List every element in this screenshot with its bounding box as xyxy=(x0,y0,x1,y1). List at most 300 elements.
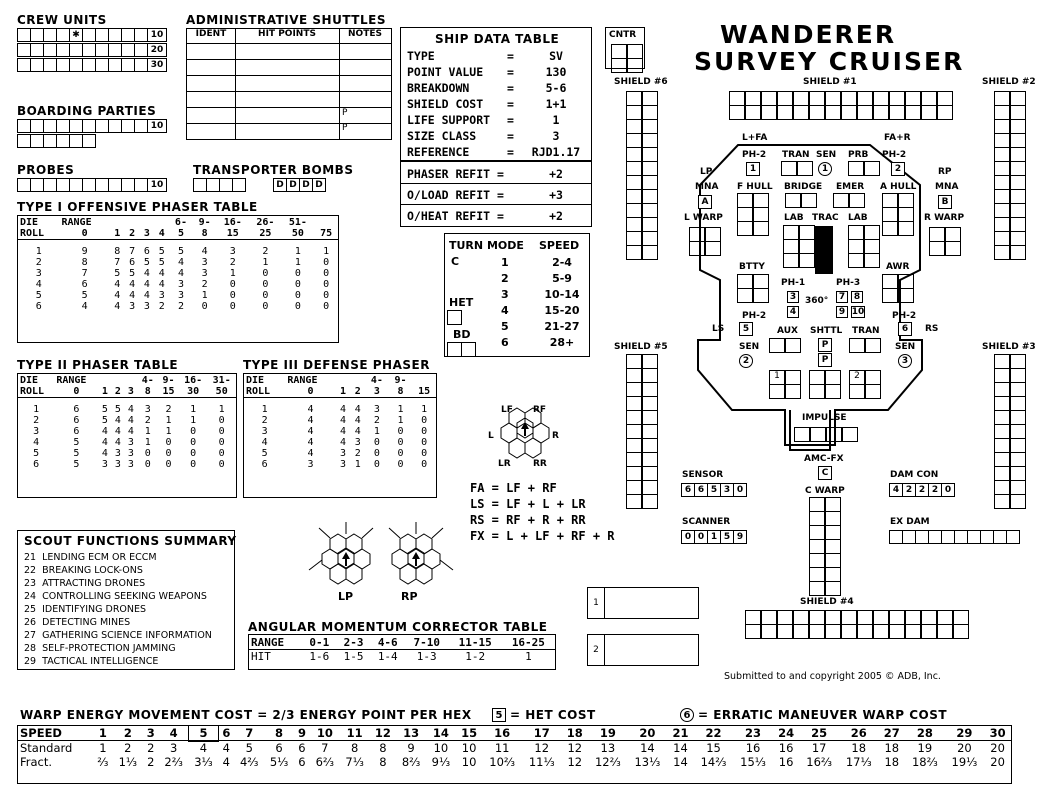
crew-row-cell[interactable] xyxy=(108,28,122,42)
shield4-box[interactable] xyxy=(857,624,873,639)
cwarp-box[interactable] xyxy=(825,497,841,512)
probe-row-cell[interactable]: 10 xyxy=(147,178,167,192)
shield3-box[interactable] xyxy=(1010,466,1026,481)
crew-row-cell[interactable] xyxy=(108,43,122,57)
cwarp-box[interactable] xyxy=(825,539,841,554)
lwarp-box[interactable] xyxy=(705,227,721,242)
shield1-box[interactable] xyxy=(761,105,777,120)
shield6-box[interactable] xyxy=(626,203,642,218)
boarding-row-cell[interactable] xyxy=(17,119,31,133)
shield1-box[interactable] xyxy=(793,91,809,106)
fhull-box[interactable] xyxy=(753,193,769,208)
shield2-box[interactable] xyxy=(994,245,1010,260)
cwarp-box[interactable] xyxy=(809,581,825,596)
shield5-box[interactable] xyxy=(642,438,658,453)
crew-row-cell[interactable] xyxy=(17,43,31,57)
shield1-box[interactable] xyxy=(761,91,777,106)
impulse-box[interactable] xyxy=(794,427,810,442)
btty-box[interactable] xyxy=(737,274,753,289)
shield6-box[interactable] xyxy=(642,119,658,134)
shield6-box[interactable] xyxy=(626,105,642,120)
boarding-row-cell[interactable] xyxy=(134,119,148,133)
boarding-row-cell[interactable] xyxy=(43,134,57,148)
shield1-box[interactable] xyxy=(937,91,953,106)
shield4-box[interactable] xyxy=(905,624,921,639)
bridge-box[interactable] xyxy=(785,193,801,208)
shield4-box[interactable] xyxy=(809,610,825,625)
shield6-box[interactable] xyxy=(626,217,642,232)
lab-right-box[interactable] xyxy=(864,253,880,268)
lab-left-box[interactable] xyxy=(783,225,799,240)
impulse-box[interactable] xyxy=(826,427,842,442)
tbomb-d-row-cell[interactable]: D xyxy=(312,178,326,192)
impulse-box[interactable] xyxy=(842,427,858,442)
shield5-box[interactable] xyxy=(642,494,658,509)
lab-right-box[interactable] xyxy=(848,253,864,268)
lab-right-box[interactable] xyxy=(864,225,880,240)
shield5-box[interactable] xyxy=(626,438,642,453)
shield2-box[interactable] xyxy=(1010,133,1026,148)
probe-row-cell[interactable] xyxy=(121,178,135,192)
shield3-box[interactable] xyxy=(994,354,1010,369)
tbomb-d-row-cell[interactable]: D xyxy=(299,178,313,192)
crew-row-cell[interactable] xyxy=(43,28,57,42)
probe-row-cell[interactable] xyxy=(82,178,96,192)
lwarp-box[interactable] xyxy=(705,241,721,256)
shield3-box[interactable] xyxy=(994,452,1010,467)
tran-lower-box[interactable] xyxy=(849,338,865,353)
fhull-box[interactable] xyxy=(737,207,753,222)
lab-right-box[interactable] xyxy=(864,239,880,254)
crew-row-cell[interactable] xyxy=(95,28,109,42)
cargo-1-box[interactable]: 1 xyxy=(769,370,785,385)
shield1-box[interactable] xyxy=(873,105,889,120)
ahull-box[interactable] xyxy=(898,207,914,222)
shield3-box[interactable] xyxy=(1010,396,1026,411)
probe-row-cell[interactable] xyxy=(56,178,70,192)
shield1-box[interactable] xyxy=(745,91,761,106)
lab-left-box[interactable] xyxy=(783,239,799,254)
cwarp-box[interactable] xyxy=(825,525,841,540)
shield5-box[interactable] xyxy=(626,480,642,495)
lab-right-box[interactable] xyxy=(848,239,864,254)
crew-row-cell[interactable] xyxy=(82,28,96,42)
tran-upper-box[interactable] xyxy=(797,161,813,176)
crew-row-cell[interactable] xyxy=(69,43,83,57)
shield4-box[interactable] xyxy=(809,624,825,639)
shield4-box[interactable] xyxy=(825,624,841,639)
shield6-box[interactable] xyxy=(626,231,642,246)
crew-row-cell[interactable] xyxy=(56,43,70,57)
cargo-2-box[interactable] xyxy=(865,370,881,385)
shield5-box[interactable] xyxy=(642,424,658,439)
shield3-box[interactable] xyxy=(994,438,1010,453)
ahull-box[interactable] xyxy=(882,207,898,222)
cwarp-box[interactable] xyxy=(825,553,841,568)
cargo-mid-box[interactable] xyxy=(825,370,841,385)
boarding-row-cell[interactable] xyxy=(56,134,70,148)
boarding-row-cell[interactable] xyxy=(108,119,122,133)
shield1-box[interactable] xyxy=(857,91,873,106)
shield5-box[interactable] xyxy=(626,382,642,397)
crew-row-cell[interactable] xyxy=(121,58,135,72)
bridge-box[interactable] xyxy=(801,193,817,208)
cargo-mid-box[interactable] xyxy=(825,384,841,399)
cwarp-box[interactable] xyxy=(825,567,841,582)
ahull-box[interactable] xyxy=(898,221,914,236)
shield4-box[interactable] xyxy=(761,610,777,625)
shield2-box[interactable] xyxy=(994,217,1010,232)
shield2-box[interactable] xyxy=(994,161,1010,176)
shield6-box[interactable] xyxy=(626,147,642,162)
shield2-box[interactable] xyxy=(994,189,1010,204)
shield1-box[interactable] xyxy=(729,91,745,106)
cargo-1-box[interactable] xyxy=(769,384,785,399)
shield5-box[interactable] xyxy=(626,452,642,467)
shield5-box[interactable] xyxy=(626,368,642,383)
shield2-box[interactable] xyxy=(1010,161,1026,176)
lab-right-box[interactable] xyxy=(848,225,864,240)
shield2-box[interactable] xyxy=(994,147,1010,162)
crew-row-cell[interactable] xyxy=(56,28,70,42)
tbomb-row-cell[interactable] xyxy=(232,178,246,192)
shield6-box[interactable] xyxy=(642,133,658,148)
boarding-row-cell[interactable] xyxy=(56,119,70,133)
shield6-box[interactable] xyxy=(626,133,642,148)
shield2-box[interactable] xyxy=(994,231,1010,246)
ahull-box[interactable] xyxy=(882,193,898,208)
shield4-box[interactable] xyxy=(953,624,969,639)
shield4-box[interactable] xyxy=(761,624,777,639)
cwarp-box[interactable] xyxy=(809,525,825,540)
cwarp-box[interactable] xyxy=(809,553,825,568)
boarding-row-cell[interactable] xyxy=(82,119,96,133)
prb-box[interactable] xyxy=(864,161,880,176)
shield1-box[interactable] xyxy=(809,105,825,120)
shield6-box[interactable] xyxy=(642,105,658,120)
shield3-box[interactable] xyxy=(1010,480,1026,495)
shield1-box[interactable] xyxy=(777,105,793,120)
shield5-box[interactable] xyxy=(626,354,642,369)
impulse-box[interactable] xyxy=(810,427,826,442)
shield4-box[interactable] xyxy=(889,610,905,625)
shield3-box[interactable] xyxy=(994,424,1010,439)
tbomb-d-row-cell[interactable]: D xyxy=(286,178,300,192)
boarding-row-cell[interactable] xyxy=(17,134,31,148)
cntr-grid-box[interactable] xyxy=(611,58,627,73)
shield4-box[interactable] xyxy=(841,610,857,625)
crew-row-cell[interactable] xyxy=(82,43,96,57)
shield3-box[interactable] xyxy=(994,494,1010,509)
shield6-box[interactable] xyxy=(642,91,658,106)
fhull-box[interactable] xyxy=(737,221,753,236)
shield3-box[interactable] xyxy=(1010,424,1026,439)
ahull-box[interactable] xyxy=(882,221,898,236)
crew-row-cell[interactable] xyxy=(56,58,70,72)
shield6-box[interactable] xyxy=(642,203,658,218)
shield6-box[interactable] xyxy=(626,119,642,134)
shield2-box[interactable] xyxy=(1010,245,1026,260)
shield6-box[interactable] xyxy=(626,175,642,190)
cntr-grid-box[interactable] xyxy=(627,44,643,59)
shield4-box[interactable] xyxy=(921,624,937,639)
shield4-box[interactable] xyxy=(889,624,905,639)
shield1-box[interactable] xyxy=(857,105,873,120)
crew-row-cell[interactable] xyxy=(30,28,44,42)
fhull-box[interactable] xyxy=(737,193,753,208)
shield1-box[interactable] xyxy=(745,105,761,120)
rwarp-box[interactable] xyxy=(929,241,945,256)
shield1-box[interactable] xyxy=(809,91,825,106)
shield4-box[interactable] xyxy=(841,624,857,639)
shield1-box[interactable] xyxy=(889,91,905,106)
cargo-1-box[interactable] xyxy=(785,370,801,385)
shield6-box[interactable] xyxy=(642,161,658,176)
shield5-box[interactable] xyxy=(642,466,658,481)
cntr-grid-box[interactable] xyxy=(611,44,627,59)
cargo-2-box[interactable] xyxy=(849,384,865,399)
shield5-box[interactable] xyxy=(626,410,642,425)
probe-row-cell[interactable] xyxy=(69,178,83,192)
shield6-box[interactable] xyxy=(642,175,658,190)
crew-row-cell[interactable] xyxy=(17,28,31,42)
cargo-1-box[interactable] xyxy=(785,384,801,399)
lab-left-box[interactable] xyxy=(783,253,799,268)
crew-row-cell[interactable] xyxy=(95,58,109,72)
crew-row-cell[interactable] xyxy=(30,58,44,72)
probe-row-cell[interactable] xyxy=(17,178,31,192)
tran-upper-box[interactable] xyxy=(781,161,797,176)
shield2-box[interactable] xyxy=(1010,231,1026,246)
shield5-box[interactable] xyxy=(626,424,642,439)
shield1-box[interactable] xyxy=(921,105,937,120)
shield3-box[interactable] xyxy=(1010,438,1026,453)
tran-lower-box[interactable] xyxy=(865,338,881,353)
shield6-box[interactable] xyxy=(642,147,658,162)
cargo-2-box[interactable]: 2 xyxy=(849,370,865,385)
shield1-box[interactable] xyxy=(793,105,809,120)
shield4-box[interactable] xyxy=(937,624,953,639)
shield2-box[interactable] xyxy=(994,203,1010,218)
btty-box[interactable] xyxy=(737,288,753,303)
shield2-box[interactable] xyxy=(994,133,1010,148)
shield4-box[interactable] xyxy=(857,610,873,625)
btty-box[interactable] xyxy=(753,288,769,303)
shield2-box[interactable] xyxy=(1010,105,1026,120)
tbomb-d-row-cell[interactable]: D xyxy=(273,178,287,192)
ahull-box[interactable] xyxy=(898,193,914,208)
shield4-box[interactable] xyxy=(777,610,793,625)
btty-box[interactable] xyxy=(753,274,769,289)
shield4-box[interactable] xyxy=(953,610,969,625)
shield2-box[interactable] xyxy=(1010,175,1026,190)
shield5-box[interactable] xyxy=(626,466,642,481)
cwarp-box[interactable] xyxy=(825,581,841,596)
probe-row-cell[interactable] xyxy=(30,178,44,192)
crew-row-cell[interactable] xyxy=(121,43,135,57)
emer-box[interactable] xyxy=(833,193,849,208)
shield3-box[interactable] xyxy=(994,396,1010,411)
crew-row-cell[interactable] xyxy=(30,43,44,57)
fhull-box[interactable] xyxy=(753,221,769,236)
boarding-row-cell[interactable] xyxy=(30,119,44,133)
shield6-box[interactable] xyxy=(626,245,642,260)
boarding-row-cell[interactable] xyxy=(69,119,83,133)
shield1-box[interactable] xyxy=(777,91,793,106)
shield2-box[interactable] xyxy=(1010,203,1026,218)
shield3-box[interactable] xyxy=(1010,382,1026,397)
aux-box[interactable] xyxy=(785,338,801,353)
aux-box[interactable] xyxy=(769,338,785,353)
shield4-box[interactable] xyxy=(873,610,889,625)
emer-box[interactable] xyxy=(849,193,865,208)
shield4-box[interactable] xyxy=(793,624,809,639)
shield5-box[interactable] xyxy=(642,452,658,467)
cwarp-box[interactable] xyxy=(809,567,825,582)
boarding-row-cell[interactable] xyxy=(30,134,44,148)
probe-row-cell[interactable] xyxy=(108,178,122,192)
shield4-box[interactable] xyxy=(873,624,889,639)
lwarp-box[interactable] xyxy=(689,241,705,256)
shield2-box[interactable] xyxy=(1010,119,1026,134)
fhull-box[interactable] xyxy=(753,207,769,222)
cwarp-box[interactable] xyxy=(809,539,825,554)
boarding-row-cell[interactable] xyxy=(43,119,57,133)
shield4-box[interactable] xyxy=(921,610,937,625)
cntr-grid-box[interactable] xyxy=(627,58,643,73)
tbomb-row-cell[interactable] xyxy=(219,178,233,192)
shield3-box[interactable] xyxy=(994,480,1010,495)
shield2-box[interactable] xyxy=(1010,217,1026,232)
shield6-box[interactable] xyxy=(642,217,658,232)
shield6-box[interactable] xyxy=(626,161,642,176)
lab-left-box[interactable] xyxy=(799,225,815,240)
shield4-box[interactable] xyxy=(793,610,809,625)
awr-box[interactable] xyxy=(882,288,898,303)
shield1-box[interactable] xyxy=(825,91,841,106)
crew-row-cell[interactable] xyxy=(17,58,31,72)
boarding-row-cell[interactable] xyxy=(69,134,83,148)
shield4-box[interactable] xyxy=(745,610,761,625)
crew-row-cell[interactable] xyxy=(121,28,135,42)
shield1-box[interactable] xyxy=(889,105,905,120)
shield6-box[interactable] xyxy=(642,189,658,204)
shield1-box[interactable] xyxy=(905,105,921,120)
shield4-box[interactable] xyxy=(937,610,953,625)
crew-row-cell[interactable] xyxy=(82,58,96,72)
shield2-box[interactable] xyxy=(994,105,1010,120)
shield4-box[interactable] xyxy=(825,610,841,625)
awr-box[interactable] xyxy=(898,274,914,289)
shield5-box[interactable] xyxy=(642,480,658,495)
shield4-box[interactable] xyxy=(745,624,761,639)
cwarp-box[interactable] xyxy=(809,511,825,526)
shield1-box[interactable] xyxy=(841,91,857,106)
shield2-box[interactable] xyxy=(994,119,1010,134)
awr-box[interactable] xyxy=(898,288,914,303)
shield2-box[interactable] xyxy=(994,91,1010,106)
shield3-box[interactable] xyxy=(994,368,1010,383)
shield3-box[interactable] xyxy=(994,382,1010,397)
shield5-box[interactable] xyxy=(642,396,658,411)
shield3-box[interactable] xyxy=(1010,452,1026,467)
prb-box[interactable] xyxy=(848,161,864,176)
shield3-box[interactable] xyxy=(1010,410,1026,425)
shield3-box[interactable] xyxy=(994,410,1010,425)
shield6-box[interactable] xyxy=(642,231,658,246)
shield3-box[interactable] xyxy=(1010,494,1026,509)
awr-box[interactable] xyxy=(882,274,898,289)
shield2-box[interactable] xyxy=(1010,91,1026,106)
cwarp-box[interactable] xyxy=(825,511,841,526)
boarding-row-cell[interactable] xyxy=(82,134,96,148)
shield5-box[interactable] xyxy=(642,354,658,369)
shield6-box[interactable] xyxy=(626,189,642,204)
boarding-row-cell[interactable] xyxy=(95,119,109,133)
shield1-box[interactable] xyxy=(921,91,937,106)
probe-row-cell[interactable] xyxy=(134,178,148,192)
cwarp-box[interactable] xyxy=(809,497,825,512)
shield1-box[interactable] xyxy=(905,91,921,106)
shield6-box[interactable] xyxy=(626,91,642,106)
shield1-box[interactable] xyxy=(729,105,745,120)
cargo-2-box[interactable] xyxy=(865,384,881,399)
shield4-box[interactable] xyxy=(777,624,793,639)
crew-row-cell[interactable] xyxy=(134,43,148,57)
shield5-box[interactable] xyxy=(642,382,658,397)
shield3-box[interactable] xyxy=(1010,368,1026,383)
shield3-box[interactable] xyxy=(994,466,1010,481)
shield1-box[interactable] xyxy=(825,105,841,120)
shield5-box[interactable] xyxy=(626,396,642,411)
shield4-box[interactable] xyxy=(905,610,921,625)
crew-row-cell[interactable] xyxy=(69,58,83,72)
rwarp-box[interactable] xyxy=(945,241,961,256)
shield1-box[interactable] xyxy=(841,105,857,120)
crew-row-cell[interactable] xyxy=(108,58,122,72)
probe-row-cell[interactable] xyxy=(43,178,57,192)
crew-row-cell[interactable] xyxy=(43,43,57,57)
crew-row-cell[interactable] xyxy=(134,58,148,72)
crew-row-cell[interactable] xyxy=(134,28,148,42)
shield2-box[interactable] xyxy=(994,175,1010,190)
shield5-box[interactable] xyxy=(642,368,658,383)
shield2-box[interactable] xyxy=(1010,189,1026,204)
shield5-box[interactable] xyxy=(626,494,642,509)
shield2-box[interactable] xyxy=(1010,147,1026,162)
shield6-box[interactable] xyxy=(642,245,658,260)
rwarp-box[interactable] xyxy=(945,227,961,242)
shield5-box[interactable] xyxy=(642,410,658,425)
probe-row-cell[interactable] xyxy=(95,178,109,192)
crew-row-cell[interactable]: ✱ xyxy=(69,28,83,42)
shield3-box[interactable] xyxy=(1010,354,1026,369)
boarding-row-cell[interactable] xyxy=(121,119,135,133)
cargo-mid-box[interactable] xyxy=(809,370,825,385)
boarding-row-cell[interactable]: 10 xyxy=(147,119,167,133)
shield1-box[interactable] xyxy=(873,91,889,106)
lab-left-box[interactable] xyxy=(799,253,815,268)
rwarp-box[interactable] xyxy=(929,227,945,242)
crew-row-cell[interactable] xyxy=(95,43,109,57)
lwarp-box[interactable] xyxy=(689,227,705,242)
tbomb-row-cell[interactable] xyxy=(206,178,220,192)
tbomb-row-cell[interactable] xyxy=(193,178,207,192)
shield1-box[interactable] xyxy=(937,105,953,120)
crew-row-cell[interactable] xyxy=(43,58,57,72)
lab-left-box[interactable] xyxy=(799,239,815,254)
cargo-mid-box[interactable] xyxy=(809,384,825,399)
